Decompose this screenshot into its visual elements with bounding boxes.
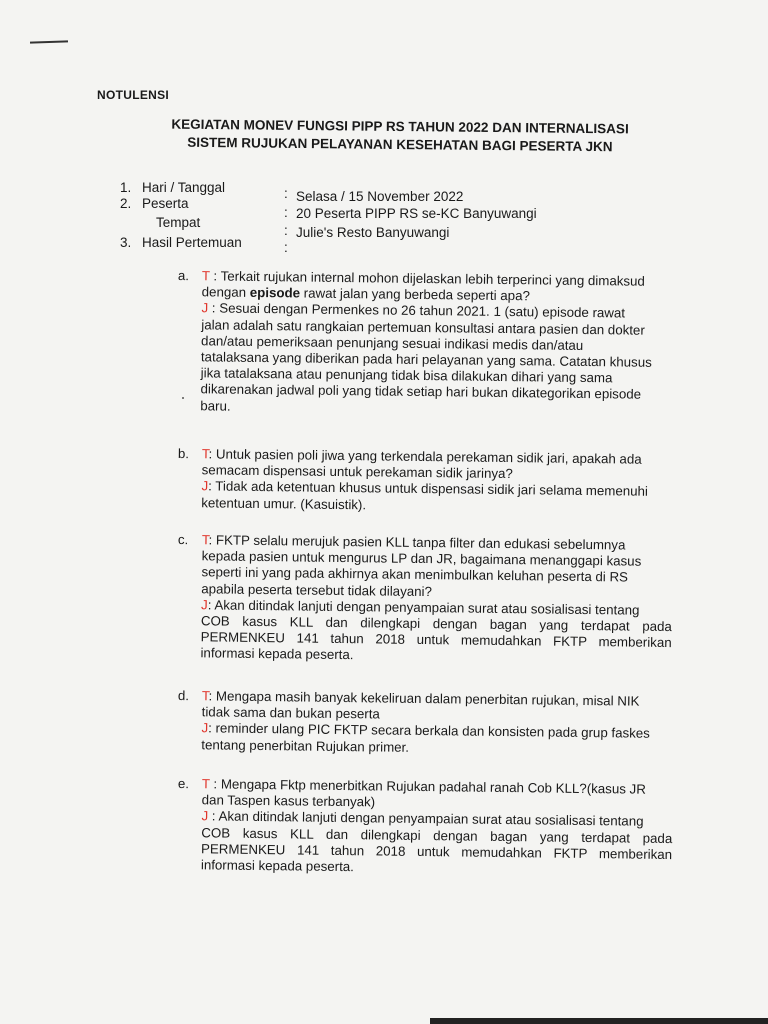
question-text: dengan	[201, 284, 250, 301]
answer-text: PERMENKEU 141 tahun 2018 untuk memudahkan FKTP memberikan	[200, 629, 672, 651]
qa-item	[177, 446, 673, 517]
answer-text: : Akan ditindak lanjuti dengan penyampaian surat atau sosialisasi tentang	[207, 597, 640, 618]
emphasis-text: episode	[249, 285, 301, 301]
question-text: semacam dispensasi untuk perekaman sidik jarinya?	[201, 462, 513, 482]
qa-item	[177, 776, 673, 879]
qa-letter: c.	[177, 532, 189, 548]
question-marker: T	[201, 532, 209, 548]
question-text: : FKTP selalu merujuk pasien KLL tanpa filter dan edukasi sebelumnya	[208, 532, 626, 553]
info-number: 1.	[120, 180, 132, 195]
qa-body	[201, 688, 673, 759]
info-row-results	[120, 235, 540, 255]
qa-body	[200, 532, 673, 667]
qa-item	[177, 688, 673, 759]
answer-text: COB kasus KLL dan dilengkapi dengan bagan yang terdapat pada	[201, 824, 673, 846]
qa-letter: b.	[177, 446, 190, 462]
answer-text: : Sesuai dengan Permenkes no 26 tahun 2021. 1 (satu) episode rawat	[208, 300, 626, 321]
answer-marker: J	[201, 597, 208, 613]
info-colon: :	[284, 240, 288, 255]
answer-text: tatalaksana yang diberikan pada hari pelayanan yang sama. Catatan khusus	[200, 349, 652, 370]
question-marker: T	[201, 446, 209, 462]
qa-body	[201, 776, 673, 879]
document-heading: NOTULENSI	[97, 88, 170, 102]
answer-marker: J	[201, 808, 209, 824]
question-text: : Mengapa masih banyak kekeliruan dalam penerbitan rujukan, misal NIK	[208, 688, 640, 709]
title-line-2: SISTEM RUJUKAN PELAYANAN KESEHATAN BAGI PESERTA JKN	[187, 134, 613, 155]
answer-text: informasi kepada peserta.	[200, 857, 354, 875]
qa-body	[200, 268, 673, 420]
answer-text: jika tatalaksana atau penunjang tidak bisa dilakukan dihari yang sama	[200, 365, 613, 386]
answer-text: : Akan ditindak lanjuti dengan penyampaian surat atau sosialisasi tentang	[208, 808, 644, 830]
meeting-info	[120, 180, 540, 255]
question-text: : Mengapa Fktp menerbitkan Rujukan padahal ranah Cob KLL?(kasus JR	[209, 776, 646, 797]
qa-body	[201, 446, 673, 517]
qa-letter: e.	[177, 776, 190, 792]
answer-marker: J	[201, 300, 209, 316]
qa-item	[176, 532, 673, 668]
question-text: : Terkait rujukan internal mohon dijelaskan lebih terperinci yang dimaksud	[209, 268, 645, 289]
info-number: 2.	[120, 196, 132, 211]
answer-text: tentang penerbitan Rujukan primer.	[201, 736, 410, 755]
qa-letter: d.	[177, 688, 190, 704]
question-text: tidak sama dan bukan peserta	[201, 704, 380, 722]
info-row-participants	[120, 196, 540, 221]
question-text: apabila peserta tersebut tidak dilayani?	[201, 580, 433, 599]
title-line-1: KEGIATAN MONEV FUNGSI PIPP RS TAHUN 2022 DAN INTERNALISASI	[171, 116, 629, 137]
document-title	[150, 115, 650, 156]
answer-text: jalan adalah satu rangkaian pertemuan konsultasi antara pasien dan dokter	[201, 316, 645, 338]
info-colon: :	[284, 223, 288, 238]
info-value: Julie's Resto Banyuwangi	[296, 225, 450, 240]
qa-letter: a.	[177, 268, 190, 284]
question-text: dan Taspen kasus terbanyak)	[201, 792, 376, 810]
info-row-place	[120, 215, 540, 240]
question-text: seperti ini yang pada akhirnya akan menimbulkan keluhan peserta di RS	[201, 564, 629, 585]
info-colon: :	[284, 186, 288, 201]
info-value: Selasa / 15 November 2022	[296, 189, 464, 204]
answer-marker: J	[201, 720, 209, 736]
answer-text: : Tidak ada ketentuan khusus untuk dispensasi sidik jari selama memenuhi	[208, 478, 649, 500]
answer-text: informasi kepada peserta.	[200, 645, 354, 663]
question-marker: T	[201, 688, 209, 704]
scan-artifact-bottom	[430, 1018, 768, 1024]
info-label: Peserta	[142, 196, 189, 211]
question-marker: T	[201, 268, 210, 284]
qa-item	[176, 268, 673, 420]
answer-text: dan/atau pemeriksaan penunjang sesuai indikasi medis dan/atau	[201, 333, 584, 353]
info-value: 20 Peserta PIPP RS se-KC Banyuwangi	[296, 206, 537, 221]
answer-text: dikarenakan jadwal poli yang tidak setiap hari bukan dikategorikan episode	[200, 381, 642, 403]
answer-text: COB kasus KLL dan dilengkapi dengan bagan yang terdapat pada	[200, 613, 672, 635]
question-text: kepada pasien untuk mengurus LP dan JR, bagaimana menanggapi kasus	[201, 548, 642, 569]
answer-marker: J	[201, 478, 209, 494]
question-text: rawat jalan yang berbeda seperti apa?	[299, 285, 531, 304]
info-label: Hasil Pertemuan	[142, 235, 242, 250]
question-text: : Untuk pasien poli jiwa yang terkendala perekaman sidik jari, apakah ada	[208, 446, 642, 467]
info-colon: :	[284, 205, 288, 220]
answer-text: : reminder ulang PIC FKTP secara berkala dan konsisten pada grup faskes	[208, 720, 650, 742]
answer-text: PERMENKEU 141 tahun 2018 untuk memudahkan FKTP memberikan	[201, 841, 673, 862]
info-label: Tempat	[156, 215, 201, 230]
question-marker: T	[201, 776, 210, 792]
info-number: 3.	[120, 235, 132, 250]
scan-artifact-top	[30, 40, 68, 43]
answer-text: baru.	[200, 397, 231, 414]
answer-text: ketentuan umur. (Kasuistik).	[201, 494, 367, 512]
info-label: Hari / Tanggal	[142, 180, 226, 195]
